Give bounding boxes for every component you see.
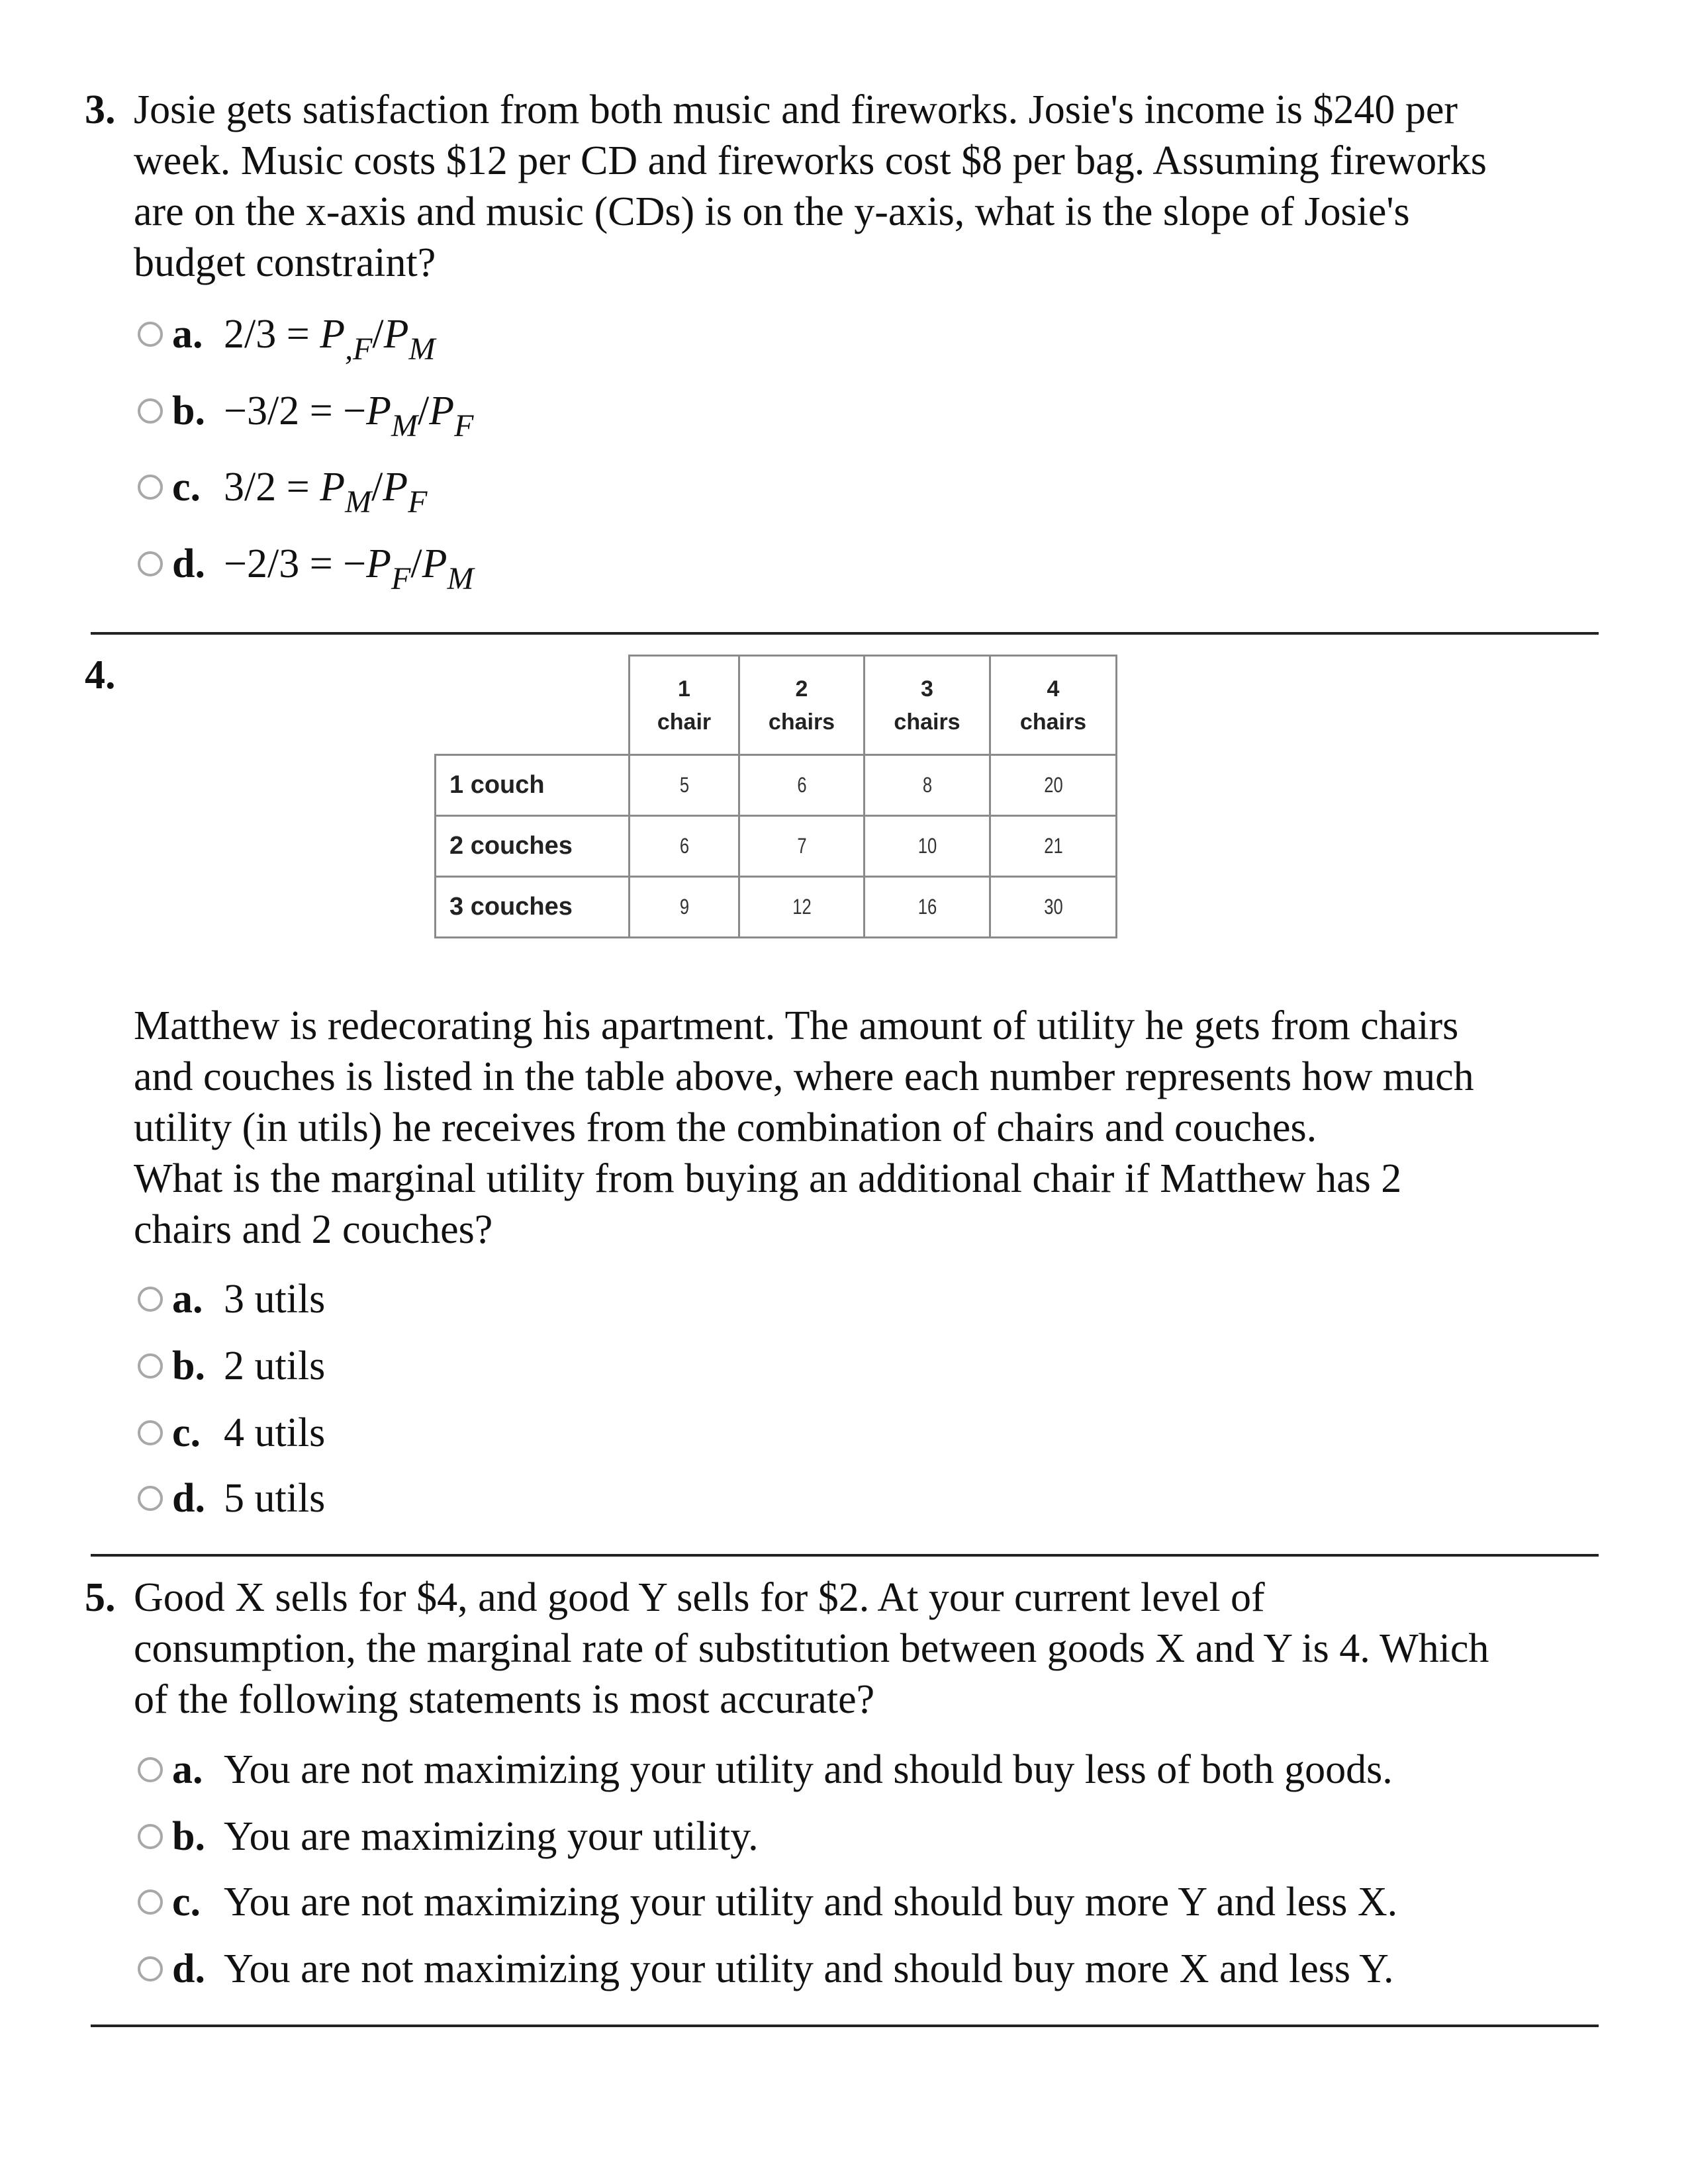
formula-subscript: M [447, 561, 474, 596]
table-cell: 6 [751, 755, 851, 816]
option-formula [224, 541, 474, 596]
table-cell: 21 [1003, 816, 1104, 877]
column-header-number: 1 [678, 676, 690, 702]
option-text: You are not maximizing your utility and should buy less of both goods. [224, 1747, 1393, 1792]
table-cell: 6 [640, 816, 728, 877]
formula-subscript: F [391, 561, 411, 596]
question-3-number: 3. [85, 87, 116, 132]
table-cell: 9 [640, 877, 728, 938]
table-cell: 20 [1003, 755, 1104, 816]
q4-option-c[interactable] [138, 1410, 325, 1456]
column-header-unit: chair [657, 709, 712, 735]
q4-option-b[interactable] [138, 1343, 325, 1389]
formula-slash: / [417, 388, 430, 433]
question-text-line: budget constraint? [134, 240, 436, 285]
option-label: b. [172, 388, 205, 433]
q5-option-c[interactable] [138, 1879, 1397, 1925]
table-row [436, 877, 1117, 938]
divider [91, 632, 1599, 635]
table-cell: 10 [877, 816, 978, 877]
radio-button[interactable] [138, 1889, 163, 1915]
radio-button[interactable] [138, 1486, 163, 1511]
table-row [436, 816, 1117, 877]
q5-option-a[interactable] [138, 1747, 1393, 1793]
formula-lhs: 2/3 = [224, 311, 320, 357]
formula-slash: / [410, 541, 422, 586]
row-header: 1 couch [436, 755, 630, 816]
column-header-unit: chairs [1019, 709, 1087, 735]
radio-button[interactable] [138, 1420, 163, 1445]
question-4-number: 4. [85, 653, 116, 698]
row-header: 2 couches [436, 816, 630, 877]
table-cell: 30 [1003, 877, 1104, 938]
q3-option-d[interactable] [138, 541, 474, 596]
question-text-line: utility (in utils) he receives from the combination of chairs and couches. [134, 1105, 1317, 1150]
question-text-line: are on the x-axis and music (CDs) is on the y-axis, what is the slope of Josie's [134, 189, 1410, 234]
question-text-line: Good X sells for $4, and good Y sells for $2. At your current level of [134, 1575, 1265, 1620]
radio-button[interactable] [138, 1287, 163, 1312]
divider [91, 2025, 1599, 2027]
question-text-line: Matthew is redecorating his apartment. The amount of utility he gets from chairs [134, 1003, 1459, 1048]
radio-button[interactable] [138, 322, 163, 347]
option-label: a. [172, 1276, 203, 1322]
option-label: b. [172, 1343, 205, 1388]
column-header-number: 3 [921, 676, 933, 702]
option-label: c. [172, 464, 201, 510]
option-formula [224, 388, 474, 443]
question-3-text [134, 85, 1617, 289]
q3-option-c[interactable] [138, 464, 428, 520]
question-5-number: 5. [85, 1575, 116, 1620]
option-text: 2 utils [224, 1343, 326, 1388]
formula-slash: / [371, 464, 383, 510]
option-label: c. [172, 1410, 201, 1455]
column-header-number: 4 [1047, 676, 1060, 702]
radio-button[interactable] [138, 1824, 163, 1849]
divider [91, 1554, 1599, 1557]
table-cell: 12 [751, 877, 851, 938]
option-label: d. [172, 1475, 205, 1521]
question-4-text [134, 1001, 1617, 1255]
formula-subscript: M [391, 408, 418, 443]
column-header [990, 656, 1117, 755]
formula-lhs: −3/2 = − [224, 388, 367, 433]
radio-button[interactable] [138, 1353, 163, 1379]
option-text: 3 utils [224, 1276, 326, 1322]
option-text: 4 utils [224, 1410, 326, 1455]
option-formula [224, 311, 436, 367]
formula-subscript: M [408, 331, 436, 367]
q4-option-a[interactable] [138, 1276, 325, 1322]
formula-symbol: P [320, 311, 346, 357]
formula-subscript: ,F [345, 331, 373, 367]
column-header [739, 656, 865, 755]
formula-symbol: P [383, 311, 409, 357]
option-label: d. [172, 541, 205, 586]
column-header-number: 2 [795, 676, 808, 702]
table-corner [436, 656, 630, 755]
option-text: You are not maximizing your utility and should buy more Y and less X. [224, 1879, 1398, 1925]
formula-subscript: F [408, 484, 428, 520]
formula-symbol: P [429, 388, 455, 433]
question-text-line: consumption, the marginal rate of substitution between goods X and Y is 4. Which [134, 1626, 1489, 1671]
radio-button[interactable] [138, 475, 163, 500]
q5-option-b[interactable] [138, 1813, 759, 1860]
option-label: b. [172, 1813, 205, 1859]
radio-button[interactable] [138, 398, 163, 424]
column-header-unit: chairs [894, 709, 961, 735]
option-label: d. [172, 1946, 205, 1991]
utility-table [434, 655, 1117, 938]
formula-symbol: P [366, 541, 391, 586]
q3-option-b[interactable] [138, 388, 474, 443]
row-header: 3 couches [436, 877, 630, 938]
column-header [630, 656, 739, 755]
table-cell: 16 [877, 877, 978, 938]
question-text-line: and couches is listed in the table above, where each number represents how much [134, 1054, 1474, 1099]
formula-slash: / [372, 311, 384, 357]
option-label: c. [172, 1879, 201, 1925]
formula-lhs: 3/2 = [224, 464, 320, 510]
radio-button[interactable] [138, 551, 163, 576]
q3-option-a[interactable] [138, 311, 436, 367]
table-row [436, 755, 1117, 816]
question-text-line: Josie gets satisfaction from both music and fireworks. Josie's income is $240 per [134, 87, 1458, 132]
formula-subscript: M [345, 484, 372, 520]
formula-symbol: P [366, 388, 391, 433]
column-header [865, 656, 990, 755]
table-header-row [436, 656, 1117, 755]
column-header-unit: chairs [768, 709, 835, 735]
question-text-line: of the following statements is most accurate? [134, 1677, 875, 1722]
table-cell: 5 [640, 755, 728, 816]
option-label: a. [172, 311, 203, 357]
formula-symbol: P [422, 541, 447, 586]
option-text: 5 utils [224, 1475, 326, 1521]
radio-button[interactable] [138, 1956, 163, 1981]
question-text-line: week. Music costs $12 per CD and fireworks cost $8 per bag. Assuming fireworks [134, 138, 1487, 183]
q4-option-d[interactable] [138, 1475, 325, 1522]
option-text: You are not maximizing your utility and should buy more X and less Y. [224, 1946, 1394, 1991]
formula-symbol: P [320, 464, 346, 510]
formula-subscript: F [454, 408, 474, 443]
radio-button[interactable] [138, 1757, 163, 1782]
option-text: You are maximizing your utility. [224, 1813, 759, 1859]
question-text-line: chairs and 2 couches? [134, 1207, 493, 1252]
table-cell: 8 [877, 755, 978, 816]
table-cell: 7 [751, 816, 851, 877]
formula-symbol: P [383, 464, 408, 510]
option-formula [224, 464, 428, 520]
formula-lhs: −2/3 = − [224, 541, 367, 586]
option-label: a. [172, 1747, 203, 1792]
q5-option-d[interactable] [138, 1946, 1393, 1992]
question-5-text [134, 1572, 1617, 1725]
question-text-line: What is the marginal utility from buying an additional chair if Matthew has 2 [134, 1156, 1402, 1201]
